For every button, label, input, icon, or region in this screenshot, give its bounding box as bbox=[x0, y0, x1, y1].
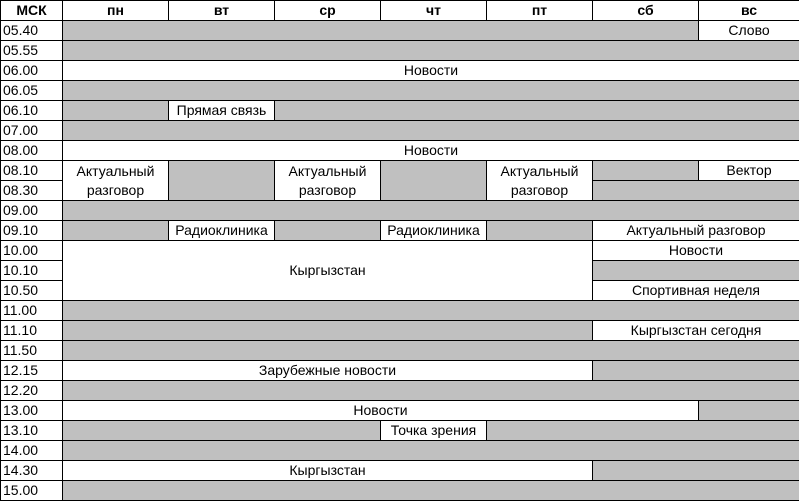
empty-slot bbox=[63, 321, 593, 341]
time-cell: 11.50 bbox=[1, 341, 63, 361]
table-row bbox=[1, 361, 799, 381]
table-row bbox=[1, 301, 799, 321]
program-cell: Зарубежные новости bbox=[63, 361, 593, 381]
program-cell: Вектор bbox=[699, 161, 799, 181]
table-row bbox=[1, 321, 799, 341]
empty-slot bbox=[593, 261, 799, 281]
day-column-header: пн bbox=[63, 1, 169, 21]
time-cell: 08.00 bbox=[1, 141, 63, 161]
empty-slot bbox=[63, 101, 169, 121]
empty-slot bbox=[63, 201, 799, 221]
table-row bbox=[1, 141, 799, 161]
program-cell: Кыргызстан bbox=[63, 461, 593, 481]
table-row bbox=[1, 121, 799, 141]
schedule-body bbox=[1, 21, 799, 501]
program-cell: Радиоклиника bbox=[169, 221, 275, 241]
table-row bbox=[1, 201, 799, 221]
time-cell: 09.10 bbox=[1, 221, 63, 241]
table-row bbox=[1, 61, 799, 81]
empty-slot bbox=[63, 21, 699, 41]
day-column-header: вс bbox=[699, 1, 799, 21]
table-row bbox=[1, 341, 799, 361]
program-cell: Спортивная неделя bbox=[593, 281, 799, 301]
empty-slot bbox=[63, 121, 799, 141]
program-cell: Радиоклиника bbox=[381, 221, 487, 241]
time-cell: 09.00 bbox=[1, 201, 63, 221]
table-row bbox=[1, 41, 799, 61]
time-cell: 07.00 bbox=[1, 121, 63, 141]
program-cell: Кыргызстан сегодня bbox=[593, 321, 799, 341]
empty-slot bbox=[699, 401, 799, 421]
table-row bbox=[1, 21, 799, 41]
table-row bbox=[1, 81, 799, 101]
program-cell: Новости bbox=[63, 141, 799, 161]
empty-slot bbox=[593, 181, 799, 201]
time-column-header: МСК bbox=[1, 1, 63, 21]
empty-slot bbox=[63, 301, 799, 321]
time-cell: 10.00 bbox=[1, 241, 63, 261]
program-cell: Актуальный разговор bbox=[275, 161, 381, 201]
time-cell: 06.10 bbox=[1, 101, 63, 121]
empty-slot bbox=[487, 421, 799, 441]
day-column-header: вт bbox=[169, 1, 275, 21]
program-cell: Новости bbox=[63, 401, 699, 421]
day-column-header: ср bbox=[275, 1, 381, 21]
table-row bbox=[1, 441, 799, 461]
time-cell: 10.10 bbox=[1, 261, 63, 281]
time-cell: 13.00 bbox=[1, 401, 63, 421]
empty-slot bbox=[593, 361, 799, 381]
time-cell: 05.55 bbox=[1, 41, 63, 61]
time-cell: 06.00 bbox=[1, 61, 63, 81]
time-cell: 14.00 bbox=[1, 441, 63, 461]
empty-slot bbox=[381, 161, 487, 201]
empty-slot bbox=[63, 481, 799, 501]
table-row bbox=[1, 101, 799, 121]
table-row bbox=[1, 461, 799, 481]
time-cell: 08.10 bbox=[1, 161, 63, 181]
day-column-header: сб bbox=[593, 1, 699, 21]
empty-slot bbox=[275, 101, 799, 121]
header-row bbox=[1, 1, 799, 21]
time-cell: 11.00 bbox=[1, 301, 63, 321]
table-row bbox=[1, 481, 799, 501]
day-column-header: чт bbox=[381, 1, 487, 21]
program-cell: Точка зрения bbox=[381, 421, 487, 441]
empty-slot bbox=[63, 81, 799, 101]
program-cell: Актуальный разговор bbox=[593, 221, 799, 241]
empty-slot bbox=[63, 381, 799, 401]
table-row bbox=[1, 161, 799, 181]
empty-slot bbox=[63, 41, 799, 61]
time-cell: 12.20 bbox=[1, 381, 63, 401]
empty-slot bbox=[593, 161, 699, 181]
time-cell: 15.00 bbox=[1, 481, 63, 501]
program-cell: Кыргызстан bbox=[63, 241, 593, 301]
table-row bbox=[1, 221, 799, 241]
table-row bbox=[1, 381, 799, 401]
table-row bbox=[1, 421, 799, 441]
time-cell: 10.50 bbox=[1, 281, 63, 301]
empty-slot bbox=[63, 341, 799, 361]
program-cell: Новости bbox=[63, 61, 799, 81]
time-cell: 08.30 bbox=[1, 181, 63, 201]
empty-slot bbox=[487, 221, 593, 241]
empty-slot bbox=[63, 421, 381, 441]
table-row bbox=[1, 401, 799, 421]
time-cell: 14.30 bbox=[1, 461, 63, 481]
empty-slot bbox=[169, 161, 275, 201]
empty-slot bbox=[63, 221, 169, 241]
program-cell: Слово bbox=[699, 21, 799, 41]
time-cell: 11.10 bbox=[1, 321, 63, 341]
time-cell: 05.40 bbox=[1, 21, 63, 41]
program-cell: Актуальный разговор bbox=[487, 161, 593, 201]
empty-slot bbox=[275, 221, 381, 241]
empty-slot bbox=[63, 441, 799, 461]
time-cell: 06.05 bbox=[1, 81, 63, 101]
day-column-header: пт bbox=[487, 1, 593, 21]
program-cell: Новости bbox=[593, 241, 799, 261]
time-cell: 13.10 bbox=[1, 421, 63, 441]
empty-slot bbox=[593, 461, 799, 481]
table-row bbox=[1, 241, 799, 261]
program-cell: Актуальный разговор bbox=[63, 161, 169, 201]
program-cell: Прямая связь bbox=[169, 101, 275, 121]
time-cell: 12.15 bbox=[1, 361, 63, 381]
